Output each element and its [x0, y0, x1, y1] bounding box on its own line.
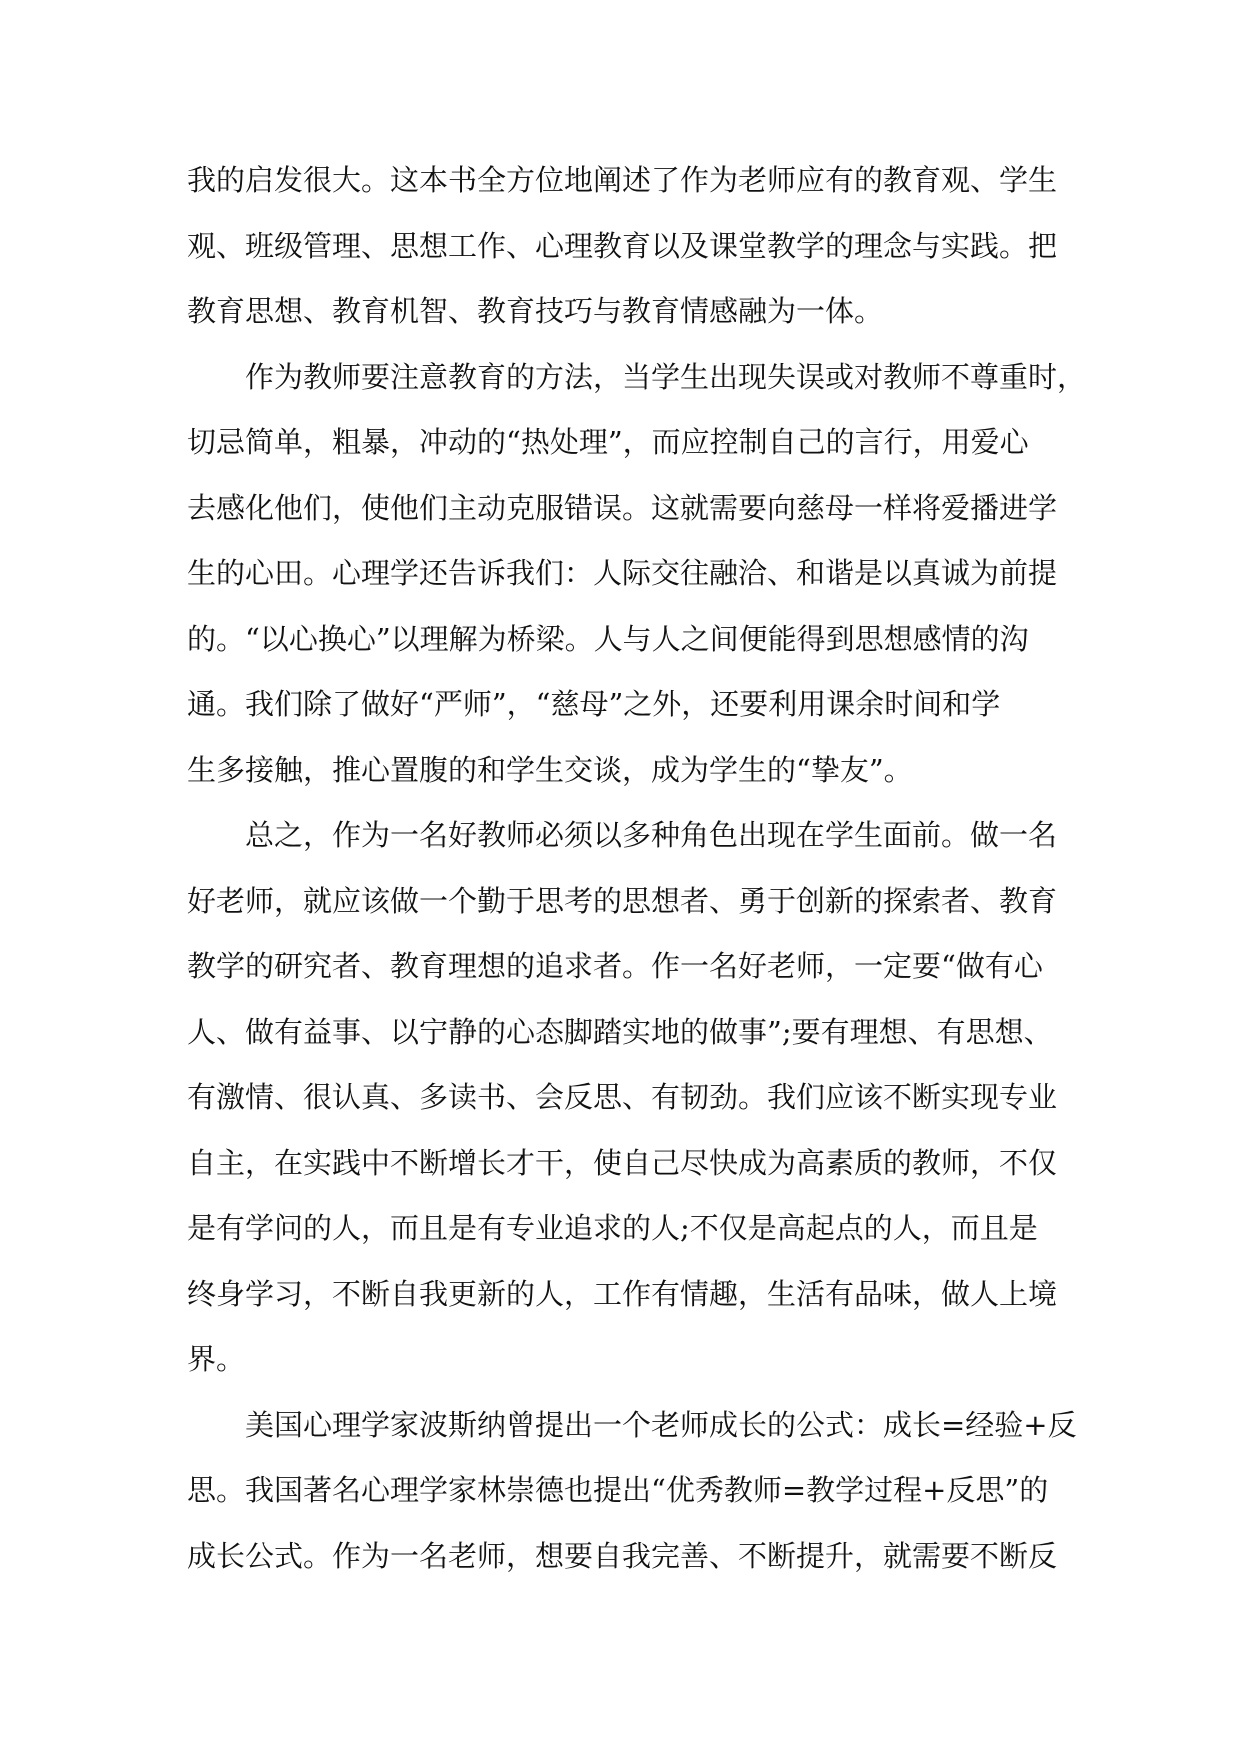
text-line: 通。我们除了做好“严师”，“慈母”之外，还要利用课余时间和学	[187, 687, 1001, 721]
text-line: 人、做有益事、以宁静的心态脚踏实地的做事”;要有理想、有思想、	[187, 1014, 1053, 1049]
text-line: 的。“以心换心”以理解为桥梁。人与人之间便能得到思想感情的沟	[187, 621, 1029, 656]
text-line: 作为教师要注意教育的方法，当学生出现失误或对教师不尊重时，	[187, 359, 1087, 394]
text-line: 生的心田。心理学还告诉我们：人际交往融洽、和谐是以真诚为前提	[187, 556, 1058, 590]
text-line: 我的启发很大。这本书全方位地阐述了作为老师应有的教育观、学生	[187, 163, 1058, 197]
text-line: 美国心理学家波斯纳曾提出一个老师成长的公式：成长=经验+反	[187, 1407, 1077, 1442]
text-line: 界。	[187, 1342, 246, 1376]
text-line: 终身学习，不断自我更新的人，工作有情趣，生活有品味，做人上境	[187, 1276, 1058, 1311]
text-line: 教育思想、教育机智、教育技巧与教育情感融为一体。	[187, 294, 884, 328]
text-line: 成长公式。作为一名老师，想要自我完善、不断提升，就需要不断反	[187, 1538, 1058, 1573]
text-line: 自主，在实践中不断增长才干，使自己尽快成为高素质的教师，不仅	[187, 1145, 1058, 1180]
text-line: 总之，作为一名好教师必须以多种角色出现在学生面前。做一名	[187, 818, 1058, 852]
text-line: 好老师，就应该做一个勤于思考的思想者、勇于创新的探索者、教育	[187, 883, 1058, 918]
text-line: 教学的研究者、教育理想的追求者。作一名好老师，一定要“做有心	[187, 949, 1043, 983]
text-line: 观、班级管理、思想工作、心理教育以及课堂教学的理念与实践。把	[187, 228, 1058, 263]
text-line: 切忌简单，粗暴，冲动的“热处理”，而应控制自己的言行，用爱心	[187, 425, 1029, 459]
body-text	[187, 160, 1087, 1601]
text-line: 去感化他们，使他们主动克服错误。这就需要向慈母一样将爱播进学	[187, 490, 1058, 525]
text-line: 生多接触，推心置腹的和学生交谈，成为学生的“挚友”。	[187, 752, 913, 787]
text-line: 思。我国著名心理学家林崇德也提出“优秀教师=教学过程+反思”的	[187, 1473, 1049, 1507]
text-line: 是有学问的人，而且是有专业追求的人;不仅是高起点的人，而且是	[187, 1211, 1038, 1245]
text-line: 有激情、很认真、多读书、会反思、有韧劲。我们应该不断实现专业	[187, 1080, 1058, 1114]
